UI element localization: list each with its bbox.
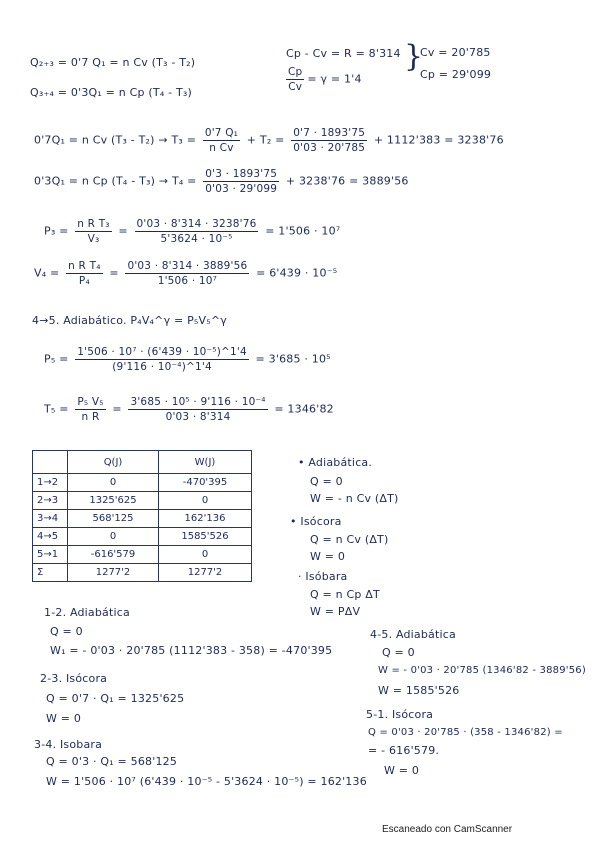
energy-table [32,450,252,582]
step-3-4-q: Q = 0'3 · Q₁ = 568'125 [46,755,178,768]
t5-frac1-den: n R [81,411,100,423]
brace: } [404,39,424,74]
cp-value: Cp = 29'099 [420,68,492,81]
table-row [33,528,252,546]
cp-label: Cp [288,66,303,78]
table-cell: 0 [159,492,252,510]
table-cell: 5→1 [33,546,68,564]
cv-label: Cv [288,81,303,93]
t3-plus: + T₂ = [246,133,285,147]
t5-lhs: T₅ = [44,402,69,416]
adiabatic-4-5-line: 4→5. Adiabático. P₄V₄^γ = P₅V₅^γ [32,314,228,327]
v4-frac1-den: P₄ [78,275,90,287]
gamma-value: = γ = 1'4 [307,72,362,86]
step-2-3-w: W = 0 [46,712,82,725]
step-5-1-q-result: = - 616'579. [368,744,440,757]
t4-lhs: 0'3Q₁ = n Cp (T₄ - T₃) → T₄ = [34,174,197,188]
table-header-cell: Q(J) [68,451,159,474]
step-2-3-title: 2-3. Isócora [40,672,108,685]
p3-frac2-den: 5'3624 · 10⁻⁵ [160,233,233,245]
step-4-5-title: 4-5. Adiabática [370,628,456,641]
legend-adiabatic-q: Q = 0 [310,475,343,488]
eq-q23: Q₂₊₃ = 0'7 Q₁ = n Cv (T₃ - T₂) [30,56,196,69]
step-5-1-title: 5-1. Isócora [366,708,434,721]
t4-result: + 3238'76 = 3889'56 [285,174,409,188]
t5-eq: = [112,402,122,416]
t3-frac1-den: n Cv [209,142,234,154]
v4-lhs: V₄ = [34,266,60,280]
table-cell: 4→5 [33,528,68,546]
table-cell: -470'395 [159,474,252,492]
table-cell: 162'136 [159,510,252,528]
t3-lhs: 0'7Q₁ = n Cv (T₃ - T₂) → T₃ = [34,133,197,147]
table-cell: 1277'2 [159,564,252,582]
p3-eq: = [118,224,128,238]
v4-frac1-num: n R T₄ [68,260,101,272]
p3-frac1-den: V₃ [87,233,100,245]
t3-frac2-den: 0'03 · 20'785 [293,142,366,154]
eq-t5 [44,396,334,423]
eq-q34: Q₃₊₄ = 0'3Q₁ = n Cp (T₄ - T₃) [30,86,193,99]
v4-result: = 6'439 · 10⁻⁵ [256,266,338,280]
t5-frac2-den: 0'03 · 8'314 [165,411,231,423]
t4-frac-den: 0'03 · 29'099 [205,183,278,195]
cv-value: Cv = 20'785 [420,46,491,59]
v4-frac2-den: 1'506 · 10⁷ [157,275,218,287]
legend-isobaric-q: Q = n Cp ΔT [310,588,380,601]
t3-result: + 1112'383 = 3238'76 [373,133,504,147]
table-cell: 1325'625 [68,492,159,510]
scanner-watermark: Escaneado con CamScanner [382,824,513,835]
step-1-2-q: Q = 0 [50,625,83,638]
table-header-cell [33,451,68,474]
v4-frac2-num: 0'03 · 8'314 · 3889'56 [127,260,248,272]
table-cell: 2→3 [33,492,68,510]
t3-frac2-num: 0'7 · 1893'75 [293,127,366,139]
step-4-5-q: Q = 0 [382,646,415,659]
legend-isobaric-w: W = PΔV [310,605,361,618]
table-header-cell: W(J) [159,451,252,474]
p3-frac1-num: n R T₃ [77,218,110,230]
step-5-1-w: W = 0 [384,764,420,777]
p5-frac-num: 1'506 · 10⁷ · (6'439 · 10⁻⁵)^1'4 [77,346,247,358]
t5-result: = 1346'82 [274,402,334,416]
p3-result: = 1'506 · 10⁷ [265,224,341,238]
table-row [33,492,252,510]
t5-frac1-num: P₅ V₅ [77,396,104,408]
eq-p3 [44,218,340,245]
table-cell: -616'579 [68,546,159,564]
table-cell: 568'125 [68,510,159,528]
eq-gamma [286,66,362,93]
step-3-4-w: W = 1'506 · 10⁷ (6'439 · 10⁻⁵ - 5'3624 · 10⁻⁵) = 162'136 [46,775,367,788]
eq-v4 [34,260,337,287]
table-cell: 0 [68,528,159,546]
t4-frac-num: 0'3 · 1893'75 [205,168,278,180]
p3-lhs: P₃ = [44,224,69,238]
v4-eq: = [109,266,119,280]
table-cell: 0 [68,474,159,492]
legend-isobaric-title: · Isóbara [298,570,348,583]
eq-p5 [44,346,331,373]
step-5-1-q: Q = 0'03 · 20'785 · (358 - 1346'82) = [368,727,563,738]
table-cell: 3→4 [33,510,68,528]
t5-frac2-num: 3'685 · 10⁵ · 9'116 · 10⁻⁴ [130,396,266,408]
step-2-3-q: Q = 0'7 · Q₁ = 1325'625 [46,692,185,705]
eq-t3 [34,127,504,154]
eq-t4 [34,168,409,195]
step-4-5-w-result: W = 1585'526 [378,684,460,697]
legend-adiabatic-w: W = - n Cv (ΔT) [310,492,399,505]
legend-isochoric-title: • Isócora [290,515,342,528]
step-1-2-w: W₁ = - 0'03 · 20'785 (1112'383 - 358) = -470'395 [50,644,333,657]
table-row [33,564,252,582]
step-1-2-title: 1-2. Adiabática [44,606,130,619]
t3-frac1-num: 0'7 Q₁ [204,127,239,139]
legend-adiabatic-title: • Adiabática. [298,456,373,469]
legend-isochoric-w: W = 0 [310,550,346,563]
table-cell: Σ [33,564,68,582]
table-row [33,474,252,492]
legend-isochoric-q: Q = n Cv (ΔT) [310,533,389,546]
step-4-5-w: W = - 0'03 · 20'785 (1346'82 - 3889'56) [378,665,586,676]
table-cell: 1277'2 [68,564,159,582]
p3-frac2-num: 0'03 · 8'314 · 3238'76 [136,218,257,230]
table-cell: 0 [159,546,252,564]
step-3-4-title: 3-4. Isobara [34,738,103,751]
table-header-row [33,451,252,474]
table-row [33,510,252,528]
p5-result: = 3'685 · 10⁵ [255,352,331,366]
p5-frac-den: (9'116 · 10⁻⁴)^1'4 [112,361,212,373]
p5-lhs: P₅ = [44,352,69,366]
table-cell: 1585'526 [159,528,252,546]
table-cell: 1→2 [33,474,68,492]
eq-cp-minus-cv: Cp - Cv = R = 8'314 [286,47,401,60]
table-row [33,546,252,564]
